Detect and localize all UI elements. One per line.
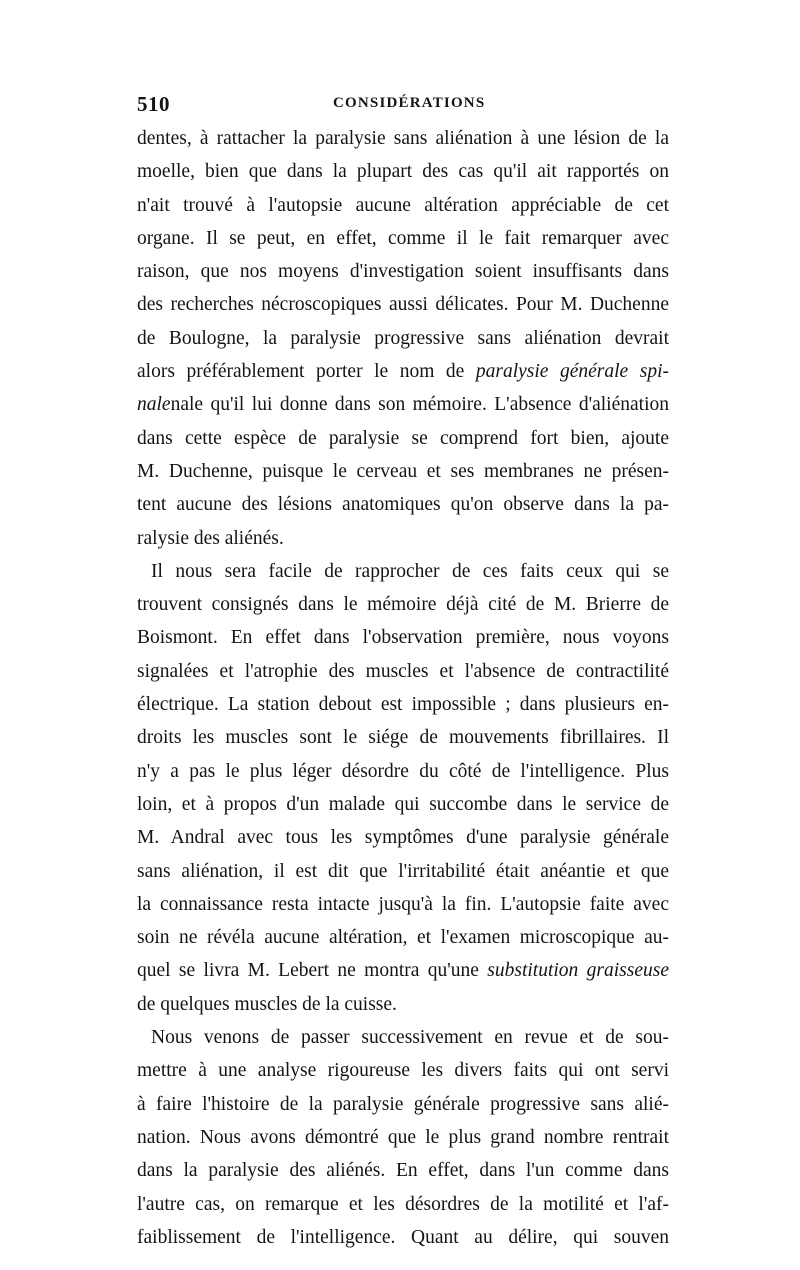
text-line: M. Andral avec tous les symptômes d'une paralysie générale	[137, 827, 669, 849]
text-line: Nous venons de passer successivement en revue et de sou-	[151, 1027, 669, 1049]
text-line-with-italic	[137, 954, 669, 987]
text-line: dans la paralysie des aliénés. En effet, dans l'un comme dans	[137, 1160, 669, 1182]
text-line: la connaissance resta intacte jusqu'à la fin. L'autopsie faite avec	[137, 893, 669, 915]
text-segment: quel se livra M. Lebert ne montra qu'une	[137, 960, 488, 982]
text-line: droits les muscles sont le siége de mouvements fibrillaires. Il	[137, 727, 669, 749]
text-line: organe. Il se peut, en effet, comme il le fait remarquer avec	[137, 227, 669, 249]
text-line: ralysie des aliénés.	[137, 527, 284, 549]
italic-term: nale	[137, 394, 171, 416]
text-line: sans aliénation, il est dit que l'irritabilité était anéantie et que	[137, 860, 669, 882]
text-line: de quelques muscles de la cuisse.	[137, 993, 397, 1015]
text-segment: alors préférablement porter le nom de	[137, 361, 476, 383]
text-line: électrique. La station debout est impossible ; dans plusieurs en-	[137, 694, 669, 716]
text-line: moelle, bien que dans la plupart des cas qu'il ait rapportés on	[137, 161, 669, 183]
text-line: n'y a pas le plus léger désordre du côté de l'intelligence. Plus	[137, 760, 669, 782]
text-line: raison, que nos moyens d'investigation soient insuffisants dans	[137, 261, 669, 283]
text-line: Boismont. En effet dans l'observation première, nous voyons	[137, 627, 669, 649]
italic-term: substitution graisseuse	[487, 960, 669, 982]
body-text	[137, 122, 669, 1254]
text-line: trouvent consignés dans le mémoire déjà cité de M. Brierre de	[137, 594, 669, 616]
text-line: Il nous sera facile de rapprocher de ces faits ceux qui se	[151, 560, 669, 582]
text-line: de Boulogne, la paralysie progressive sans aliénation devrait	[137, 327, 669, 349]
text-segment: nale qu'il lui donne dans son mémoire. L'absence d'aliénation	[170, 394, 669, 416]
text-line: dans cette espèce de paralysie se comprend fort bien, ajoute	[137, 427, 669, 449]
text-line: soin ne révéla aucune altération, et l'examen microscopique au-	[137, 927, 669, 949]
text-line-with-italic	[137, 388, 669, 421]
running-head	[137, 92, 669, 118]
text-line: à faire l'histoire de la paralysie générale progressive sans alié-	[137, 1093, 669, 1115]
text-line: mettre à une analyse rigoureuse les divers faits qui ont servi	[137, 1060, 669, 1082]
italic-term: paralysie générale spi-	[475, 361, 670, 383]
text-line: faiblissement de l'intelligence. Quant au délire, qui souven	[137, 1226, 669, 1248]
text-line: l'autre cas, on remarque et les désordres de la motilité et l'af-	[137, 1193, 669, 1215]
text-line: dentes, à rattacher la paralysie sans aliénation à une lésion de la	[137, 128, 669, 149]
text-line: M. Duchenne, puisque le cerveau et ses membranes ne présen-	[137, 460, 669, 482]
running-title: CONSIDÉRATIONS	[333, 95, 486, 111]
text-line: loin, et à propos d'un malade qui succombe dans le service de	[137, 793, 669, 815]
text-line: n'ait trouvé à l'autopsie aucune altération appréciable de cet	[137, 194, 669, 216]
text-line: signalées et l'atrophie des muscles et l'absence de contractilité	[137, 660, 669, 682]
page-number: 510	[137, 92, 170, 116]
text-line: tent aucune des lésions anatomiques qu'on observe dans la pa-	[137, 494, 669, 516]
text-line: nation. Nous avons démontré que le plus grand nombre rentrait	[137, 1126, 669, 1148]
text-line-with-italic	[137, 355, 669, 388]
text-line: des recherches nécroscopiques aussi délicates. Pour M. Duchenne	[137, 294, 669, 316]
